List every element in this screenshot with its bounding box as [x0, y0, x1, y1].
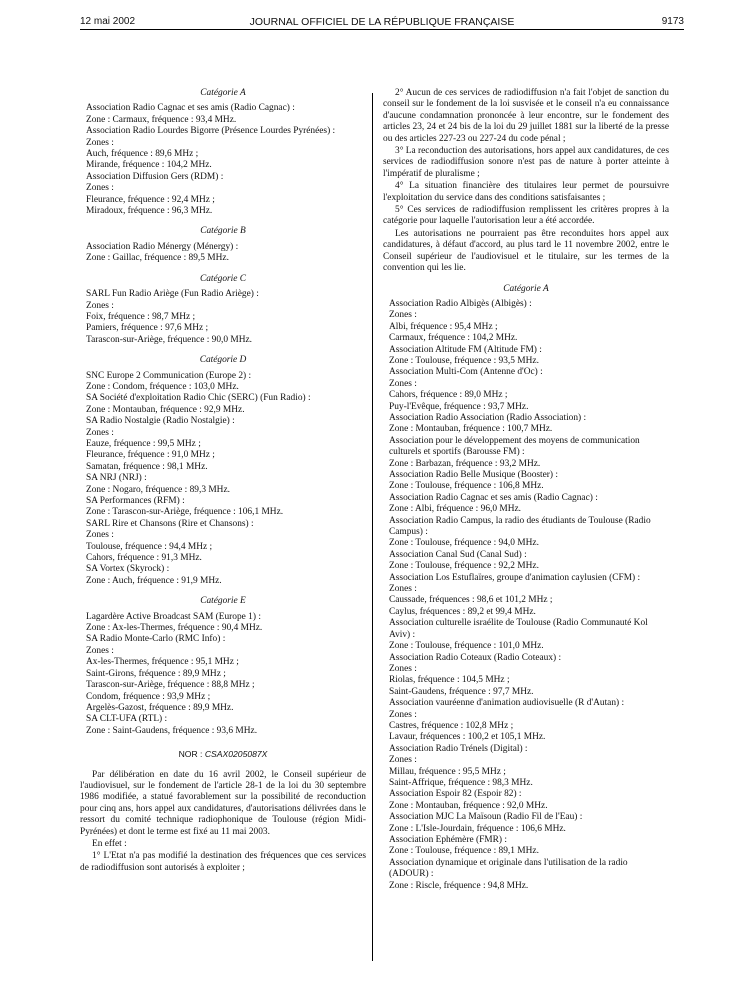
list-item: Zones : [86, 137, 114, 148]
list-item: Zone : Barbazan, fréquence : 93,2 MHz. [389, 458, 541, 469]
list-item: Zone : Nogaro, fréquence : 89,3 MHz. [86, 484, 230, 495]
journal-title: JOURNAL OFFICIEL DE LA RÉPUBLIQUE FRANÇAISE [249, 16, 515, 28]
list-item: Condom, fréquence : 93,9 MHz ; [86, 691, 211, 702]
category-heading: Catégorie D [199, 355, 247, 366]
list-item: Lavaur, fréquences : 100,2 et 105,1 MHz. [389, 732, 546, 743]
list-item: Association Radio Belle Musique (Booster) : [389, 470, 558, 480]
list-item: Zones : [389, 709, 417, 720]
list-item: Association Radio Trénels (Digital) : [389, 743, 528, 754]
list-item: Mirande, fréquence : 104,2 MHz. [86, 160, 212, 171]
right-column [383, 88, 669, 892]
list-item: SNC Europe 2 Communication (Europe 2) : [86, 370, 252, 381]
category-heading: Catégorie C [199, 273, 247, 284]
body-paragraph: Les autorisations ne pourraient pas être reconduites hors appel aux candidatures, à défaut d'accord, au plus tard le 11 novembre 2002, entre le Conseil supérieur de l'audiovisuel et le titulaire, sur les termes de la convention qui les lie. [383, 228, 669, 274]
list-item: SA Société d'exploitation Radio Chic (SERC) (Fun Radio) : [86, 393, 311, 404]
list-item: Zone : Gaillac, fréquence : 89,5 MHz. [86, 253, 229, 264]
category-heading: Catégorie A [503, 283, 549, 294]
list-item: Carmaux, fréquence : 104,2 MHz. [389, 333, 518, 344]
list-item: Zone : Montauban, fréquence : 92,0 MHz. [389, 800, 548, 811]
list-item: Cahors, fréquence : 89,0 MHz ; [389, 390, 508, 401]
list-item: Millau, fréquence : 95,5 MHz ; [389, 766, 506, 777]
list-item: Association Radio Albigès (Albigès) : [389, 298, 532, 309]
list-item: Saint-Affrique, fréquence : 98,3 MHz. [389, 777, 533, 788]
list-item: Zones : [86, 300, 114, 311]
list-item: Zone : Saint-Gaudens, fréquence : 93,6 MHz. [86, 725, 258, 736]
list-item: Zone : Condom, fréquence : 103,0 MHz. [86, 381, 239, 392]
list-item: Toulouse, fréquence : 94,4 MHz ; [86, 541, 213, 552]
list-item: Zone : Tarascon-sur-Ariège, fréquence : 106,1 MHz. [86, 507, 284, 518]
list-item: Association MJC La Maïsoun (Radio Fil de l'Eau) : [389, 812, 583, 823]
body-paragraph: 3° La reconduction des autorisations, hors appel aux candidatures, de ces services de radiodiffusion sonore n'est pas de nature à porter atteinte à l'impératif de pluralisme ; [383, 146, 669, 179]
body-paragraph: 2° Aucun de ces services de radiodiffusion n'a fait l'objet de sanction du conseil sur le fondement de la loi susvisée et le conseil n'a eu connaissance d'aucune condamnation prononcée à leur encontre, sur le fondement des articles 23, 24 et 24 bis de la loi du 29 juillet 1881 sur la liberté de la presse ou des articles 227-23 ou 227-24 du code pénal ; [383, 88, 669, 144]
nor-reference [80, 749, 366, 760]
left-column [80, 88, 366, 875]
list-item: Association Los Estuflaïres, groupe d'animation caylusien (CFM) : [389, 572, 641, 583]
category-heading: Catégorie B [200, 226, 246, 237]
nor-label: NOR : [178, 749, 205, 760]
list-item: Fleurance, fréquence : 91,0 MHz ; [86, 450, 215, 461]
body-paragraph: 1° L'Etat n'a pas modifié la destination des fréquences que ces services de radiodiffusion sont autorisés à exploiter ; [80, 851, 366, 873]
list-item: Fleurance, fréquence : 92,4 MHz ; [86, 194, 215, 205]
list-item: Samatan, fréquence : 98,1 MHz. [86, 461, 208, 472]
list-item: Zone : Toulouse, fréquence : 94,0 MHz. [389, 538, 539, 549]
list-item: Zones : [389, 378, 417, 389]
list-item: Zone : Toulouse, fréquence : 89,1 MHz. [389, 846, 539, 857]
list-item: Zones : [86, 530, 114, 541]
body-paragraph: 5° Ces services de radiodiffusion remplissent les critères propres à la catégorie pour laquelle l'autorisation leur a été accordée. [383, 205, 669, 227]
list-item: Association Espoir 82 (Espoir 82) : [389, 789, 522, 800]
list-item: Association Altitude FM (Altitude FM) : [389, 344, 542, 355]
list-item: Zone : Toulouse, fréquence : 92,2 MHz. [389, 561, 539, 572]
list-item: Saint-Gaudens, fréquence : 97,7 MHz. [389, 686, 534, 697]
list-item: Zones : [389, 584, 417, 595]
list-item: Riolas, fréquence : 104,5 MHz ; [389, 675, 510, 686]
list-item: Association Radio Lourdes Bigorre (Présence Lourdes Pyrénées) : [86, 126, 336, 137]
list-item: Zones : [389, 755, 417, 766]
list-item: Caussade, fréquences : 98,6 et 101,2 MHz ; [389, 595, 553, 606]
list-item: Association Radio Campus, la radio des étudiants de Toulouse (Radio Campus) : [389, 515, 651, 538]
list-item: Association culturelle israélite de Toulouse (Radio Communauté Kol Aviv) : [389, 618, 648, 640]
list-item: Association dynamique et originale dans l'utilisation de la radio (ADOUR) : [389, 857, 628, 880]
list-item: SA CLT-UFA (RTL) : [86, 714, 168, 725]
list-item: Zone : Montauban, fréquence : 92,9 MHz. [86, 404, 245, 415]
list-item: Zones : [86, 183, 114, 194]
list-item: Tarascon-sur-Ariège, fréquence : 90,0 MHz. [86, 334, 253, 345]
list-item: Foix, fréquence : 98,7 MHz ; [86, 311, 196, 322]
list-item: Zone : L'Isle-Jourdain, fréquence : 106,6 MHz. [389, 823, 566, 834]
list-item: SA Performances (RFM) : [86, 496, 185, 506]
list-item: Ax-les-Thermes, fréquence : 95,1 MHz ; [86, 657, 239, 668]
list-item: Association Diffusion Gers (RDM) : [86, 171, 224, 182]
page-header [80, 15, 684, 30]
list-item: Eauze, fréquence : 99,5 MHz ; [86, 438, 201, 449]
list-item: SA Radio Monte-Carlo (RMC Info) : [86, 634, 226, 645]
header-date: 12 mai 2002 [80, 16, 136, 27]
list-item: Zone : Carmaux, fréquence : 93,4 MHz. [86, 114, 237, 125]
list-item: Zone : Ax-les-Thermes, fréquence : 90,4 MHz. [86, 623, 263, 634]
list-item: Zones : [389, 663, 417, 674]
list-item: Association Radio Cagnac et ses amis (Radio Cagnac) : [389, 492, 598, 503]
list-item: SARL Rire et Chansons (Rire et Chansons) : [86, 518, 254, 529]
list-item: Zone : Toulouse, fréquence : 101,0 MHz. [389, 641, 544, 652]
list-item: Zones : [389, 310, 417, 321]
list-item: Auch, fréquence : 89,6 MHz ; [86, 149, 199, 160]
list-item: Caylus, fréquences : 89,2 et 99,4 MHz. [389, 606, 536, 617]
list-item: Zone : Montauban, fréquence : 100,7 MHz. [389, 424, 553, 435]
list-item: Association Multi-Com (Antenne d'Oc) : [389, 367, 543, 378]
list-item: Association Radio Ménergy (Ménergy) : [86, 241, 239, 252]
body-paragraph: En effet : [92, 838, 127, 849]
body-paragraph: 4° La situation financière des titulaires leur permet de poursuivre l'exploitation du service dans des conditions satisfaisantes ; [383, 181, 669, 203]
list-item: Association Ephémère (FMR) : [389, 835, 507, 845]
list-item: Zone : Auch, fréquence : 91,9 MHz. [86, 575, 222, 586]
category-heading: Catégorie A [200, 88, 246, 98]
list-item: Lagardère Active Broadcast SAM (Europe 1) : [86, 611, 261, 622]
list-item: Argelès-Gazost, fréquence : 89,9 MHz. [86, 702, 234, 713]
list-item: Zone : Toulouse, fréquence : 106,8 MHz. [389, 481, 544, 492]
list-item: Association Canal Sud (Canal Sud) : [389, 549, 527, 560]
list-item: Puy-l'Evêque, fréquence : 93,7 MHz. [389, 401, 529, 412]
list-item: Zone : Riscle, fréquence : 94,8 MHz. [389, 880, 529, 891]
list-item: Association Radio Cagnac et ses amis (Radio Cagnac) : [86, 103, 295, 114]
list-item: Zones : [86, 645, 114, 656]
list-item: Castres, fréquence : 102,8 MHz ; [389, 720, 514, 731]
list-item: SARL Fun Radio Ariège (Fun Radio Ariège) : [86, 289, 259, 300]
list-item: SA Radio Nostalgie (Radio Nostalgie) : [86, 416, 235, 427]
list-item: Cahors, fréquence : 91,3 MHz. [86, 553, 202, 564]
list-item: Association Radio Association (Radio Association) : [389, 412, 587, 423]
list-item: Tarascon-sur-Ariège, fréquence : 88,8 MHz ; [86, 680, 255, 691]
list-item: Miradoux, fréquence : 96,3 MHz. [86, 206, 213, 217]
nor-code: CSAX0205087X [204, 749, 268, 760]
list-item: Zones : [86, 427, 114, 438]
page-number: 9173 [661, 16, 684, 27]
list-item: Association Radio Coteaux (Radio Coteaux) : [389, 652, 562, 663]
list-item: Zone : Albi, fréquence : 96,0 MHz. [389, 504, 521, 515]
list-item: SA NRJ (NRJ) : [86, 473, 147, 484]
list-item: Albi, fréquence : 95,4 MHz ; [389, 321, 498, 332]
list-item: Zone : Toulouse, fréquence : 93,5 MHz. [389, 355, 539, 366]
category-heading: Catégorie E [200, 596, 246, 607]
list-item: Association vauréenne d'animation audiovisuelle (R d'Autan) : [389, 698, 625, 709]
list-item: SA Vortex (Skyrock) : [86, 564, 170, 575]
column-divider [372, 93, 373, 961]
body-paragraph: Par délibération en date du 16 avril 2002, le Conseil supérieur de l'audiovisuel, sur le fondement de l'article 28-1 de la loi du 30 septembre 1986 modifiée, a statué favorablement sur la possibilité de reconduction pour cinq ans, hors appel aux candidatures, d'autorisations délivrées dans le ressort du comité technique radiophonique de Toulouse (région Midi-Pyrénées) et dont le terme est fixé au 11 mai 2003. [80, 769, 366, 837]
list-item: Association pour le développement des moyens de communication culturels et sportifs (Barousse FM) : [389, 435, 640, 458]
list-item: Saint-Girons, fréquence : 89,9 MHz ; [86, 668, 226, 679]
list-item: Pamiers, fréquence : 97,6 MHz ; [86, 323, 209, 334]
